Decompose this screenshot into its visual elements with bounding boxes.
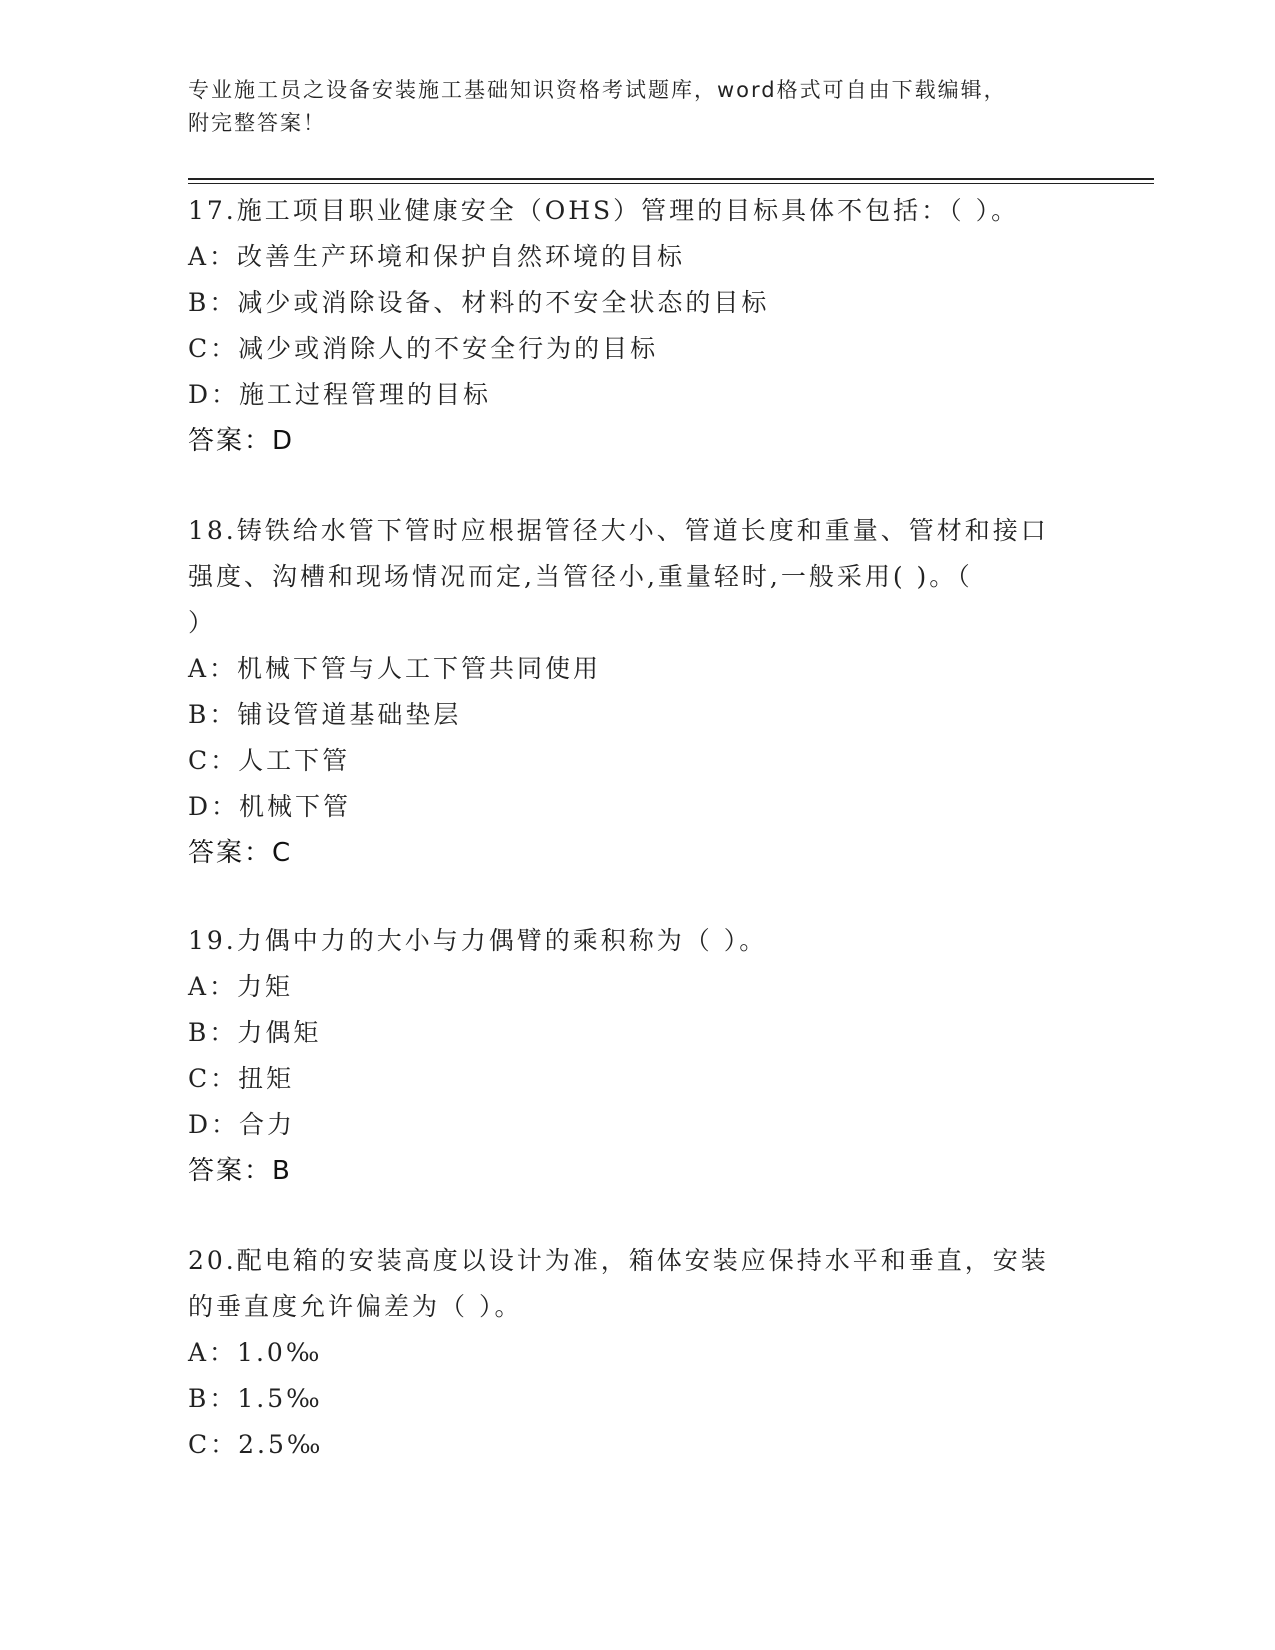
option-b: B：铺设管道基础垫层	[188, 700, 462, 729]
option-d: D：施工过程管理的目标	[188, 380, 492, 409]
option-c: C：扭矩	[188, 1064, 295, 1093]
question-19	[188, 918, 1088, 1194]
option-d: D：机械下管	[188, 792, 352, 821]
question-stem-continued: 的垂直度允许偏差为（ ）。	[188, 1292, 523, 1321]
question-17	[188, 188, 1088, 464]
document-header	[188, 74, 1088, 140]
option-a: A：机械下管与人工下管共同使用	[188, 654, 602, 683]
option-a: A：1.0‰	[188, 1338, 323, 1367]
option-b: B：1.5‰	[188, 1384, 323, 1413]
option-d: D：合力	[188, 1110, 296, 1139]
header-divider-thick	[188, 178, 1154, 180]
question-stem: 17.施工项目职业健康安全（OHS）管理的目标具体不包括：（ ）。	[188, 196, 1020, 225]
question-stem-continued: 强度、沟槽和现场情况而定,当管径小,重量轻时,一般采用( )。（	[188, 562, 973, 591]
question-stem: 18.铸铁给水管下管时应根据管径大小、管道长度和重量、管材和接口	[188, 516, 1049, 545]
header-line-1: 专业施工员之设备安装施工基础知识资格考试题库，word格式可自由下载编辑，	[188, 78, 1007, 102]
answer: 答案：C	[188, 838, 293, 868]
header-divider-thin	[188, 183, 1154, 184]
question-20	[188, 1238, 1088, 1468]
answer: 答案：D	[188, 426, 295, 456]
question-stem-continued: ）	[188, 608, 217, 637]
option-b: B：力偶矩	[188, 1018, 322, 1047]
option-c: C：2.5‰	[188, 1430, 324, 1459]
header-line-2: 附完整答案！	[188, 111, 326, 135]
answer: 答案：B	[188, 1156, 292, 1186]
question-18	[188, 508, 1088, 876]
question-stem: 19.力偶中力的大小与力偶臂的乘积称为（ ）。	[188, 926, 768, 955]
option-a: A：改善生产环境和保护自然环境的目标	[188, 242, 686, 271]
option-c: C：减少或消除人的不安全行为的目标	[188, 334, 659, 363]
option-b: B：减少或消除设备、材料的不安全状态的目标	[188, 288, 770, 317]
option-c: C：人工下管	[188, 746, 351, 775]
option-a: A：力矩	[188, 972, 294, 1001]
question-stem: 20.配电箱的安装高度以设计为准，箱体安装应保持水平和垂直，安装	[188, 1246, 1049, 1275]
